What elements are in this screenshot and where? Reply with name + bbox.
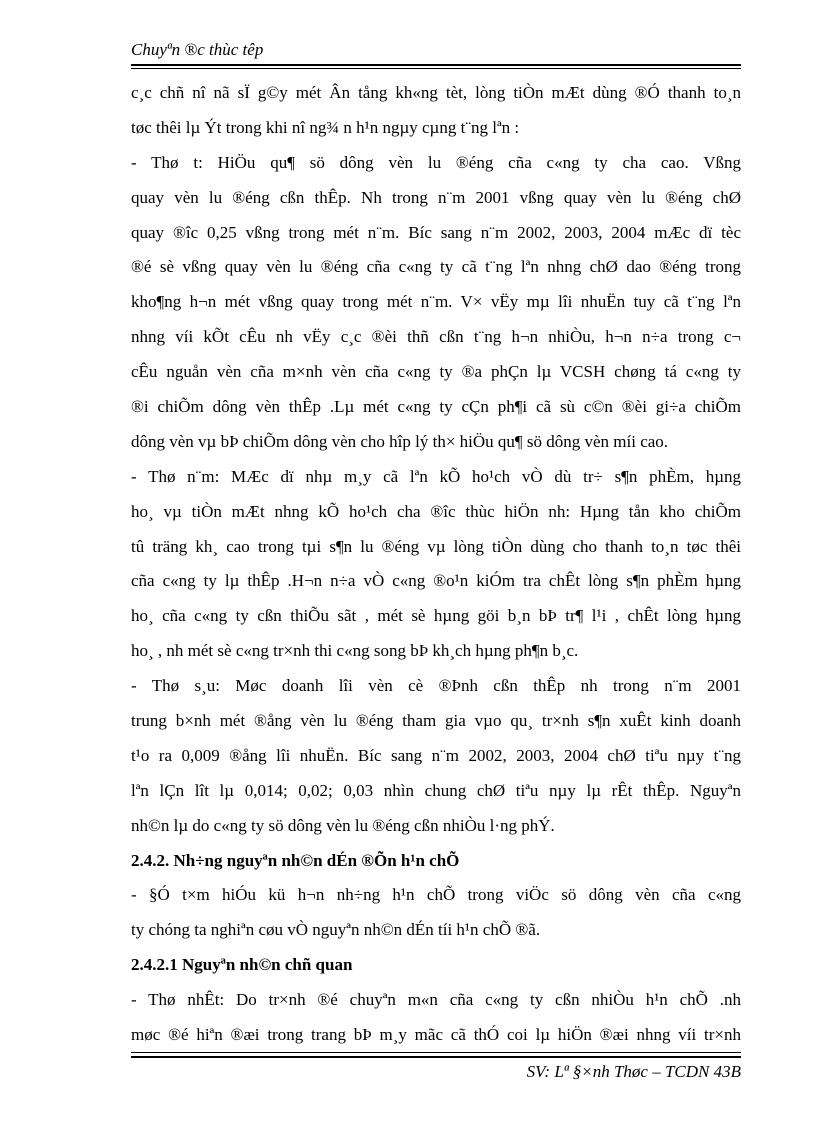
- text-line: kho¶ng h¬n mét vßng quay trong mét n¨m. V× vËy mµ lîi nhuËn tuy cã t¨ng lªn: [131, 292, 741, 312]
- text-line: cña c«ng ty lµ thÊp .H¬n n÷a vÒ c«ng ®o¹n kiÓm tra chÊt lòng s¶n phÈm hµng: [131, 571, 741, 591]
- header-rule: [131, 64, 741, 66]
- text-line: - Thø t: HiÖu qu¶ sö dông vèn lu ®éng cña c«ng ty cha cao. Vßng: [131, 152, 741, 172]
- footer-rule-thin: [131, 1052, 741, 1053]
- text-line: cÊu nguån vèn cña m×nh vèn cña c«ng ty ®a phÇn lµ VCSH chøng tá c«ng ty: [131, 362, 741, 382]
- text-line: - Thø s¸u: Møc doanh lîi vèn cè ®Þnh cßn thÊp nh trong n¨m 2001: [131, 676, 741, 696]
- text-line: møc ®é hiªn ®æi trong trang bÞ m¸y mãc cã thÓ coi lµ hiÖn ®æi nhng víi tr×nh: [131, 1025, 741, 1045]
- text-line: tû träng kh¸ cao trong tµi s¶n lu ®éng vµ lòng tiÒn dùng cho thanh to¸n tøc thêi: [131, 536, 741, 556]
- text-line: ho¸ cña c«ng ty cßn thiÕu sãt , mét sè hµng göi b¸n bÞ tr¶ l¹i , chÊt lòng hµng: [131, 606, 741, 626]
- text-line: ®é sè vßng quay vèn lu ®éng cña c«ng ty cã t¨ng lªn nhng chØ dao ®éng trong: [131, 257, 741, 277]
- page-header: Chuyªn ®c thùc têp: [131, 40, 264, 59]
- text-line: tøc thêi lµ Ýt trong khi nî ng¾ n h¹n ngµy cµng t¨ng lªn :: [131, 117, 520, 137]
- text-line: nh©n lµ do c«ng ty sö dông vèn lu ®éng cßn nhiÒu l·ng phÝ.: [131, 815, 555, 835]
- text-line: ho¸ , nh mét sè c«ng tr×nh thi c«ng song bÞ kh¸ch hµng ph¶n b¸c.: [131, 641, 579, 661]
- text-line: ty chóng ta nghiªn cøu vÒ nguyªn nh©n dÉn tíi h¹n chÕ ®ã.: [131, 920, 541, 940]
- text-line: - Thø nhÊt: Do tr×nh ®é chuyªn m«n cña c«ng ty cßn nhiÒu h¹n chÕ .nh: [131, 990, 741, 1010]
- text-line: quay vèn lu ®éng cßn thÊp. Nh trong n¨m 2001 vßng quay vèn lu ®éng chØ: [131, 187, 741, 207]
- text-line: - Thø n¨m: MÆc dï nhµ m¸y cã lªn kÕ ho¹ch vÒ dù tr÷ s¶n phÈm, hµng: [131, 466, 741, 486]
- text-line: - §Ó t×m hiÓu kü h¬n nh÷ng h¹n chÕ trong viÖc sö dông vèn cña c«ng: [131, 885, 741, 905]
- footer-rule: [131, 1056, 741, 1058]
- text-line: ho¸ vµ tiÒn mÆt nhng kÕ ho¹ch cha ®îc thùc hiÖn nh: Hµng tån kho chiÕm: [131, 501, 741, 521]
- text-line: quay ®îc 0,25 vßng trong mét n¨m. Bíc sang n¨m 2002, 2003, 2004 mÆc dï tèc: [131, 222, 741, 242]
- text-line: lªn lÇn lît lµ 0,014; 0,02; 0,03 nhìn chung chØ tiªu nµy lµ rÊt thÊp. Nguyªn: [131, 780, 741, 800]
- page-footer: SV: Lª §×nh Thøc – TCDN 43B: [526, 1062, 741, 1081]
- text-line: trung b×nh mét ®ång vèn lu ®éng tham gia vµo qu¸ tr×nh s¶n xuÊt kinh doanh: [131, 711, 741, 731]
- text-line: c¸c chñ nî nã sÏ g©y mét Ân tång kh«ng tèt, lòng tiÒn mÆt dùng ®Ó thanh to¸n: [131, 83, 741, 102]
- text-line: ®i chiÕm dông vèn thÊp .Lµ mét c«ng ty cÇn ph¶i cã sù c©n ®èi gi÷a chiÕm: [131, 397, 741, 417]
- section-heading: 2.4.2. Nh÷ng nguyªn nh©n dÉn ®Õn h¹n chÕ: [131, 850, 460, 870]
- header-rule-thin: [131, 68, 741, 69]
- text-line: nhng víi kÕt cÊu nh vËy c¸c ®èi thñ cßn t¨ng h¬n nhiÒu, h¬n n÷a trong c¬: [131, 327, 741, 347]
- text-line: dông vèn vµ bÞ chiÕm dông vèn cho hîp lý th× hiÖu qu¶ sö dông vèn míi cao.: [131, 431, 669, 451]
- body-text: [131, 76, 741, 1053]
- text-line: t¹o ra 0,009 ®ång lîi nhuËn. Bíc sang n¨m 2002, 2003, 2004 chØ tiªu nµy t¨ng: [131, 745, 741, 765]
- subsection-heading: 2.4.2.1 Nguyªn nh©n chñ quan: [131, 955, 353, 975]
